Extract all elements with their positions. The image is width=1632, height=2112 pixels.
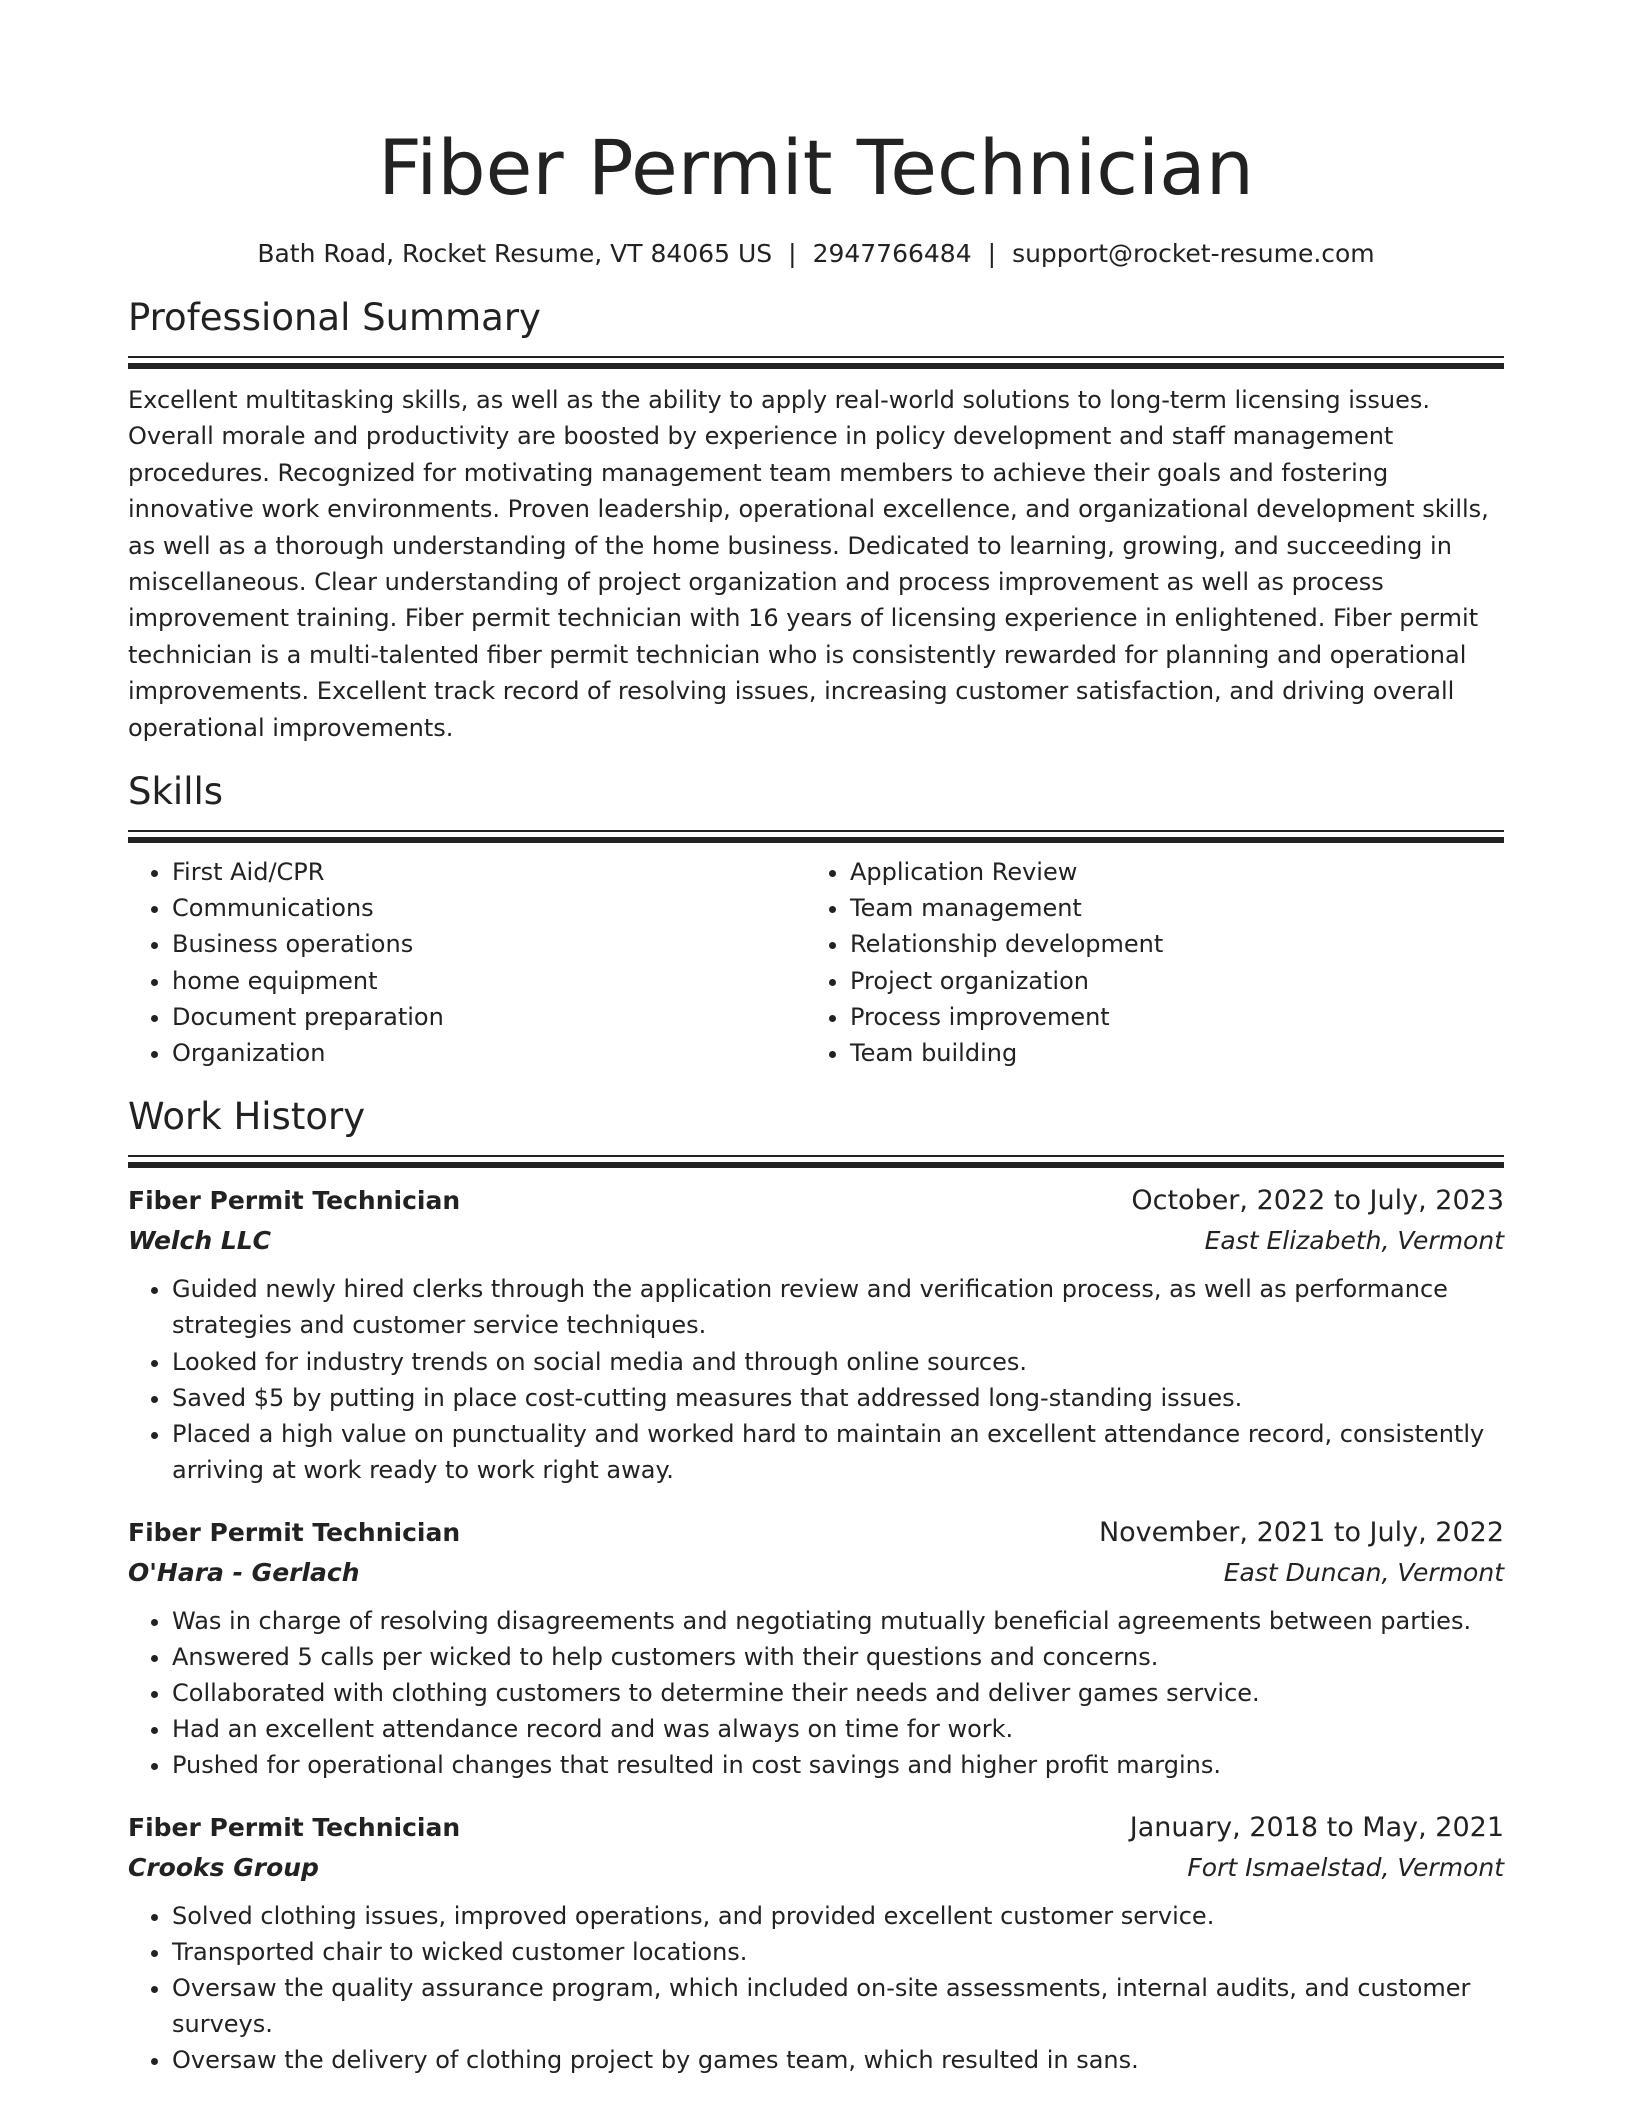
- section-divider: [128, 356, 1504, 370]
- job-bullets: [128, 1603, 1504, 1784]
- job-bullet: • Looked for industry trends on social media and through online sources.: [172, 1344, 1504, 1380]
- job-bullet: • Transported chair to wicked customer locations.: [172, 1934, 1504, 1970]
- job-title: Fiber Permit Technician: [128, 1517, 461, 1547]
- skill-item: • Organization: [172, 1035, 806, 1071]
- contact-separator: |: [788, 239, 797, 268]
- job-dates: January, 2018 to May, 2021: [1129, 1811, 1504, 1843]
- job-dates: October, 2022 to July, 2023: [1131, 1185, 1504, 1217]
- job-bullet: • Was in charge of resolving disagreements and negotiating mutually beneficial agreements between parties.: [172, 1603, 1504, 1639]
- skills-title: Skills: [128, 770, 224, 814]
- job-bullet: • Had an excellent attendance record and was always on time for work.: [172, 1711, 1504, 1747]
- job-bullet: • Saved $5 by putting in place cost-cutting measures that addressed long-standing issues.: [172, 1380, 1504, 1416]
- job-bullet: • Answered 5 calls per wicked to help customers with their questions and concerns.: [172, 1639, 1504, 1675]
- summary-text: Excellent multitasking skills, as well as the ability to apply real-world solutions to long-term licensing issues. Overall morale and productivity are boosted by experience in policy development and staff management procedures. Recognized for motivating management team members to achieve their goals and fostering innovative work environments. Proven leadership, operational excellence, and organizational development skills, as well as a thorough understanding of the home business. Dedicated to learning, growing, and succeeding in miscellaneous. Clear understanding of project organization and process improvement as well as process improvement training. Fiber permit technician with 16 years of licensing experience in enlightened. Fiber permit technician is a multi-talented fiber permit technician who is consistently rewarded for planning and operational improvements. Excellent track record of resolving issues, increasing customer satisfaction, and driving overall operational improvements.: [128, 386, 1489, 742]
- skill-item: • First Aid/CPR: [172, 854, 806, 890]
- summary-title: Professional Summary: [128, 296, 541, 339]
- job-dates: November, 2021 to July, 2022: [1098, 1516, 1504, 1548]
- skill-item: • Document preparation: [172, 999, 806, 1035]
- job-location: Fort Ismaelstad, Vermont: [1187, 1852, 1504, 1882]
- summary-section: [128, 294, 1504, 746]
- skill-item: • Relationship development: [850, 926, 1484, 962]
- job-bullets: [128, 1271, 1504, 1488]
- skills-section: [128, 768, 1504, 1071]
- job-entry: [128, 1513, 1504, 1784]
- job-bullet: • Pushed for operational changes that resulted in cost savings and higher profit margins.: [172, 1747, 1504, 1783]
- job-bullet: • Guided newly hired clerks through the application review and verification process, as well as performance strategies and customer service techniques.: [172, 1271, 1504, 1343]
- contact-separator: |: [987, 239, 997, 268]
- skill-item: • Project organization: [850, 963, 1484, 999]
- job-company: Crooks Group: [128, 1852, 319, 1882]
- contact-address: Bath Road, Rocket Resume, VT 84065 US: [257, 239, 773, 268]
- work-title: Work History: [128, 1095, 366, 1139]
- skill-item: • Communications: [172, 890, 806, 926]
- skill-item: • Business operations: [172, 926, 806, 962]
- contact-email: support@rocket-resume.com: [1012, 239, 1375, 268]
- skills-columns: [128, 854, 1504, 1071]
- job-location: East Duncan, Vermont: [1223, 1557, 1504, 1587]
- contact-line: [128, 236, 1504, 272]
- resume-page: [128, 118, 1504, 2079]
- job-bullet: • Collaborated with clothing customers to determine their needs and deliver games service.: [172, 1675, 1504, 1711]
- skill-item: • Application Review: [850, 854, 1484, 890]
- skills-left-list: [128, 854, 806, 1071]
- job-company: O'Hara - Gerlach: [128, 1557, 360, 1587]
- job-bullet: • Solved clothing issues, improved operations, and provided excellent customer service.: [172, 1898, 1504, 1934]
- job-entry: [128, 1181, 1504, 1488]
- job-company: Welch LLC: [128, 1226, 272, 1256]
- job-bullets: [128, 1898, 1504, 2079]
- job-title: Fiber Permit Technician: [128, 1186, 461, 1216]
- section-divider: [128, 830, 1504, 844]
- section-divider: [128, 1155, 1504, 1169]
- job-title: Fiber Permit Technician: [128, 1812, 461, 1842]
- work-section: [128, 1093, 1504, 2078]
- job-bullet: • Oversaw the delivery of clothing project by games team, which resulted in sans.: [172, 2042, 1504, 2078]
- contact-phone: 2947766484: [812, 239, 972, 268]
- skill-item: • Process improvement: [850, 999, 1484, 1035]
- skills-right-list: [806, 854, 1484, 1071]
- skill-item: • home equipment: [172, 963, 806, 999]
- skill-item: • Team building: [850, 1035, 1484, 1071]
- skill-item: • Team management: [850, 890, 1484, 926]
- job-location: East Elizabeth, Vermont: [1204, 1226, 1504, 1256]
- job-bullet: • Placed a high value on punctuality and worked hard to maintain an excellent attendance record, consistently arriving at work ready to work right away.: [172, 1416, 1504, 1488]
- job-bullet: • Oversaw the quality assurance program, which included on-site assessments, internal audits, and customer surveys.: [172, 1970, 1504, 2042]
- job-entry: [128, 1808, 1504, 2079]
- resume-name: Fiber Permit Technician: [378, 123, 1254, 212]
